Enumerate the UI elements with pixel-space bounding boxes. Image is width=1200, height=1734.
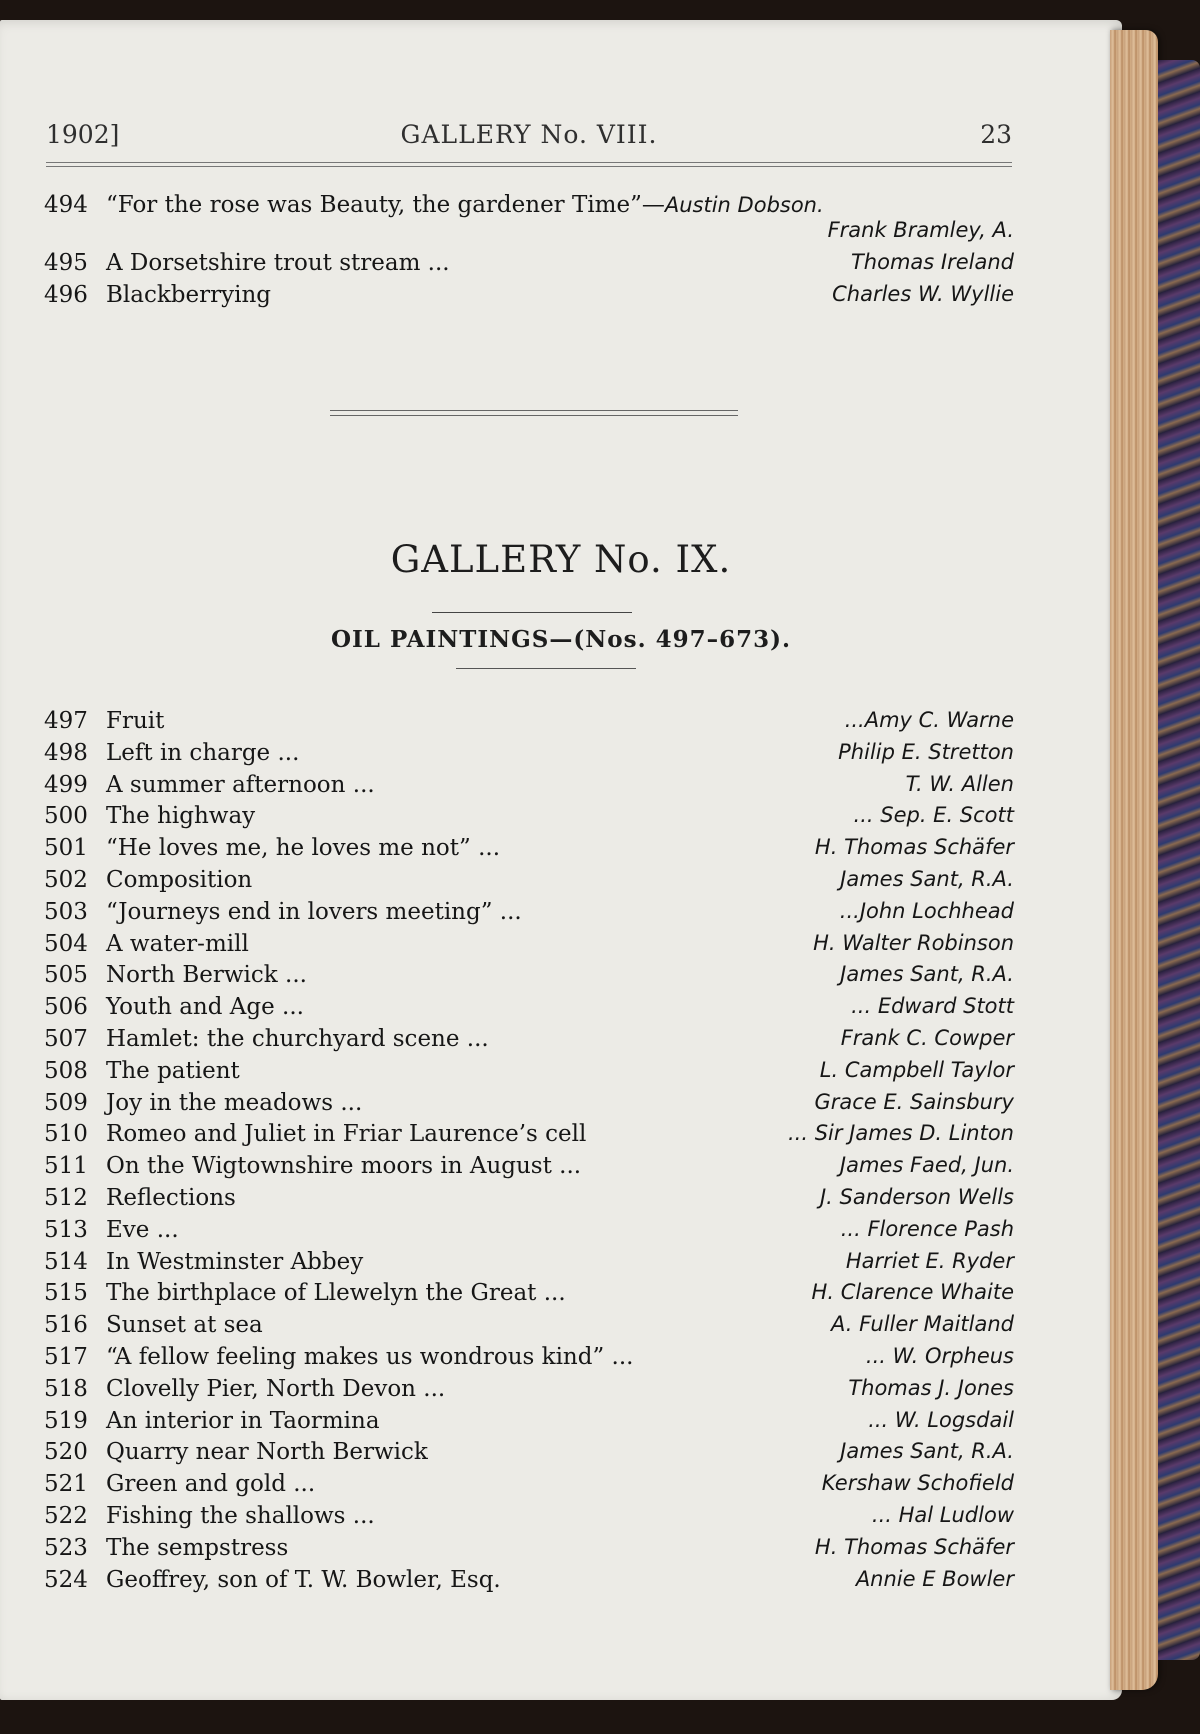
entry-title: Fishing the shallows ... — [106, 1503, 375, 1529]
entry-number: 513 — [44, 1216, 88, 1243]
entry-number: 514 — [44, 1248, 88, 1275]
section-subtitle: OIL PAINTINGS—(Nos. 497–673). — [331, 626, 791, 653]
entry-number: 504 — [44, 930, 88, 957]
catalogue-entry — [44, 1439, 1014, 1469]
page-edges — [1110, 30, 1158, 1690]
entry-title: Youth and Age ... — [106, 994, 304, 1021]
entry-title: Sunset at sea — [106, 1312, 263, 1339]
entry-number: 521 — [44, 1471, 88, 1498]
section-title: GALLERY No. IX. — [390, 538, 732, 581]
entry-title: The patient — [106, 1057, 240, 1084]
catalogue-entry — [44, 1217, 1014, 1247]
entry-title: Reflections — [106, 1185, 236, 1211]
catalogue-entry — [44, 1503, 1014, 1533]
entry-number: 520 — [44, 1439, 88, 1466]
subtitle-rule — [456, 668, 636, 669]
entry-number: 502 — [44, 867, 88, 893]
entry-quote-author: Austin Dobson. — [664, 193, 824, 217]
entry-title: “For the rose was Beauty, the gardener Time”—Austin Dobson. — [106, 192, 824, 218]
running-header — [46, 120, 1012, 160]
entry-title: On the Wigtownshire moors in August ... — [106, 1153, 582, 1180]
catalogue-entry — [44, 1185, 1014, 1215]
entry-number: 516 — [44, 1312, 88, 1339]
entry-number: 506 — [44, 994, 88, 1021]
catalogue-entry-continued — [44, 218, 1014, 248]
entry-number: 503 — [44, 898, 88, 925]
entry-title: A Dorsetshire trout stream ... — [106, 250, 450, 276]
entry-artist: L. Campbell Taylor — [819, 1057, 1014, 1082]
entry-title: Eve ... — [106, 1216, 179, 1243]
entry-number: 507 — [44, 1026, 88, 1052]
entry-artist: Thomas J. Jones — [848, 1375, 1014, 1400]
catalogue-entry — [44, 867, 1014, 897]
entry-artist: Philip E. Stretton — [838, 739, 1014, 764]
entry-title: A summer afternoon ... — [106, 771, 375, 798]
entry-number: 524 — [44, 1566, 88, 1593]
catalogue-entry — [44, 1567, 1014, 1597]
catalogue-entry — [44, 1376, 1014, 1406]
catalogue-entry — [44, 708, 1014, 738]
catalogue-entry — [44, 772, 1014, 802]
entry-artist: ... Sep. E. Scott — [853, 803, 1014, 828]
entry-title: Blackberrying — [106, 282, 271, 308]
catalogue-entry — [44, 1121, 1014, 1151]
header-year: 1902] — [46, 120, 120, 149]
entry-number: 499 — [44, 771, 88, 798]
entry-artist: Annie E Bowler — [855, 1566, 1014, 1591]
entry-title: The birthplace of Llewelyn the Great ... — [106, 1280, 566, 1307]
catalogue-entry — [44, 835, 1014, 865]
catalogue-entry — [44, 1058, 1014, 1088]
entry-number: 523 — [44, 1534, 88, 1561]
entry-title: An interior in Taormina — [106, 1407, 380, 1434]
entry-title: “Journeys end in lovers meeting” ... — [106, 898, 522, 925]
catalogue-entry — [44, 1312, 1014, 1342]
catalogue-entry — [44, 931, 1014, 961]
catalogue-entry — [44, 1344, 1014, 1374]
entry-artist: Charles W. Wyllie — [832, 282, 1014, 306]
entry-number: 497 — [44, 708, 88, 734]
catalogue-entry — [44, 899, 1014, 929]
catalogue-entry — [44, 250, 1014, 280]
page-number: 23 — [980, 120, 1012, 149]
book-page — [0, 20, 1122, 1700]
catalogue-entry — [44, 803, 1014, 833]
entry-artist: ... W. Orpheus — [865, 1344, 1014, 1368]
entry-artist: ...John Lochhead — [839, 898, 1014, 923]
entry-title: Clovelly Pier, North Devon ... — [106, 1375, 446, 1402]
entry-title: Quarry near North Berwick — [106, 1439, 428, 1466]
entry-title: The sempstress — [106, 1534, 289, 1561]
entry-number: 522 — [44, 1503, 88, 1529]
entry-artist: ... W. Logsdail — [868, 1407, 1014, 1432]
entry-title: Geoffrey, son of T. W. Bowler, Esq. — [106, 1566, 501, 1593]
entry-artist: Frank Bramley, A. — [827, 218, 1014, 242]
entry-artist: Harriet E. Ryder — [845, 1248, 1014, 1273]
entry-title: A water-mill — [106, 930, 249, 957]
entry-title: “A fellow feeling makes us wondrous kind” ... — [106, 1344, 634, 1370]
entry-number: 498 — [44, 739, 88, 766]
entry-artist: James Faed, Jun. — [839, 1153, 1014, 1178]
entry-number: 505 — [44, 962, 88, 989]
entry-number: 518 — [44, 1375, 88, 1402]
header-title: GALLERY No. VIII. — [400, 120, 658, 149]
entry-number: 494 — [44, 192, 88, 218]
catalogue-entry — [44, 1535, 1014, 1565]
catalogue-entry — [44, 994, 1014, 1024]
entry-number: 496 — [44, 282, 88, 308]
catalogue-entry — [44, 1408, 1014, 1438]
catalogue-entry — [44, 962, 1014, 992]
entry-title: In Westminster Abbey — [106, 1248, 364, 1275]
catalogue-entry — [44, 1280, 1014, 1310]
entry-number: 511 — [44, 1153, 88, 1180]
catalogue-entry — [44, 1026, 1014, 1056]
entry-artist: H. Thomas Schäfer — [814, 1534, 1014, 1559]
entry-artist: H. Thomas Schäfer — [814, 835, 1014, 860]
entry-title: Fruit — [106, 708, 165, 734]
entry-title: Romeo and Juliet in Friar Laurence’s cell — [106, 1121, 587, 1148]
header-rule — [46, 162, 1012, 167]
entry-artist: ... Edward Stott — [851, 994, 1014, 1019]
entry-artist: James Sant, R.A. — [840, 1439, 1014, 1464]
entry-artist: Frank C. Cowper — [840, 1026, 1014, 1050]
entry-title: “He loves me, he loves me not” ... — [106, 835, 500, 862]
entry-artist: A. Fuller Maitland — [831, 1312, 1014, 1337]
entry-title: Joy in the meadows ... — [106, 1089, 363, 1116]
entry-artist: James Sant, R.A. — [840, 867, 1014, 891]
catalogue-entry — [44, 1153, 1014, 1183]
entry-number: 500 — [44, 803, 88, 830]
title-rule — [432, 612, 632, 613]
entry-number: 495 — [44, 250, 88, 276]
entry-artist: Kershaw Schofield — [821, 1471, 1014, 1496]
entry-artist: H. Walter Robinson — [813, 930, 1014, 955]
entry-artist: Thomas Ireland — [850, 250, 1014, 274]
entry-number: 509 — [44, 1089, 88, 1116]
section-separator — [330, 410, 738, 416]
entry-title: Left in charge ... — [106, 739, 300, 766]
entry-artist: ...Amy C. Warne — [844, 708, 1014, 732]
entry-artist: J. Sanderson Wells — [819, 1185, 1014, 1209]
entry-number: 510 — [44, 1121, 88, 1148]
entry-title: North Berwick ... — [106, 962, 307, 989]
entry-number: 515 — [44, 1280, 88, 1307]
entry-artist: ... Hal Ludlow — [871, 1503, 1014, 1527]
entry-title: Composition — [106, 867, 253, 893]
catalogue-entry — [44, 1249, 1014, 1279]
entry-number: 519 — [44, 1407, 88, 1434]
entry-number: 512 — [44, 1185, 88, 1211]
entry-artist: ... Florence Pash — [840, 1216, 1014, 1241]
marbled-cover — [1158, 60, 1200, 1660]
catalogue-entry — [44, 1471, 1014, 1501]
entry-number: 501 — [44, 835, 88, 862]
entry-title: Green and gold ... — [106, 1471, 316, 1498]
entry-artist: ... Sir James D. Linton — [788, 1121, 1014, 1146]
entry-artist: Grace E. Sainsbury — [814, 1089, 1014, 1114]
catalogue-entry — [44, 1090, 1014, 1120]
entry-number: 517 — [44, 1344, 88, 1370]
entry-artist: T. W. Allen — [905, 771, 1014, 796]
entry-title: The highway — [106, 803, 256, 830]
entry-number: 508 — [44, 1057, 88, 1084]
catalogue-entry — [44, 740, 1014, 770]
entry-title: Hamlet: the churchyard scene ... — [106, 1026, 489, 1052]
catalogue-entry — [44, 282, 1014, 312]
entry-artist: James Sant, R.A. — [840, 962, 1014, 987]
entry-artist: H. Clarence Whaite — [811, 1280, 1014, 1305]
